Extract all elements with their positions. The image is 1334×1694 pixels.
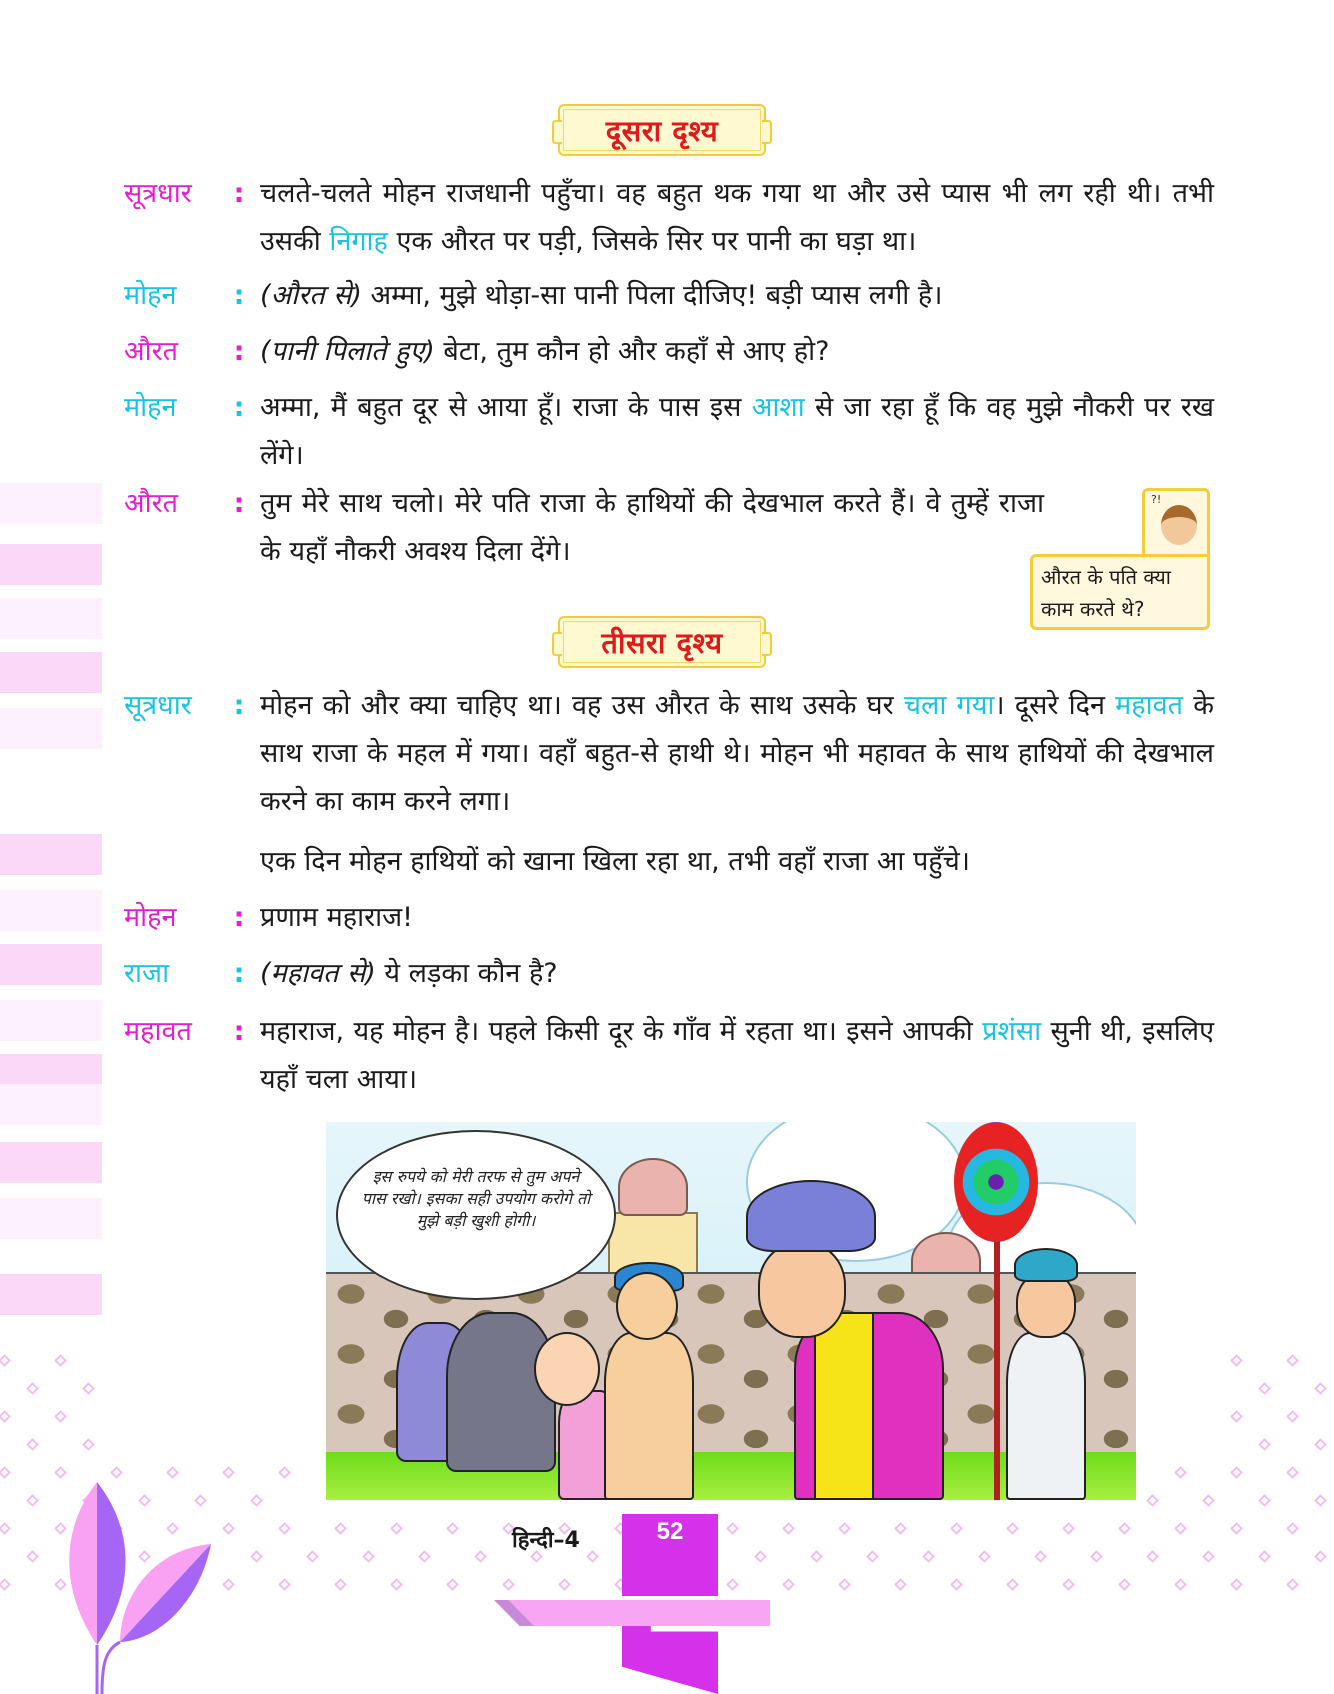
guard-turban — [1014, 1248, 1078, 1282]
speech-text — [260, 1008, 1214, 1104]
text-segment: सुनी थी, इसलिए यहाँ चला आया। — [260, 1016, 1214, 1095]
diamond-dot — [754, 1550, 767, 1563]
diamond-dot — [1314, 1438, 1327, 1451]
boy-head — [1161, 505, 1197, 545]
scene-heading-3: तीसरा दृश्य — [558, 616, 766, 668]
text-segment: । दूसरे दिन — [994, 690, 1116, 721]
colon: : — [233, 336, 245, 367]
stripe — [0, 1084, 102, 1125]
mahout-face — [616, 1272, 678, 1340]
colon: : — [233, 958, 245, 989]
narration-line — [124, 838, 1214, 886]
diamond-dot — [1062, 1522, 1075, 1535]
footer-band — [494, 1600, 770, 1626]
speaker-label: मोहन — [124, 902, 177, 933]
dialogue-line — [124, 170, 1214, 266]
elephant-grey — [446, 1312, 556, 1472]
leaf-plant-icon — [40, 1450, 300, 1694]
diamond-dot — [1006, 1578, 1019, 1591]
diamond-dot — [866, 1550, 879, 1563]
speech-text — [260, 272, 1214, 320]
diamond-dot — [1258, 1438, 1271, 1451]
royal-fan — [954, 1122, 1038, 1242]
stripe — [0, 1274, 102, 1315]
diamond-dot — [1062, 1578, 1075, 1591]
diamond-dot — [26, 1438, 39, 1451]
diamond-dot — [810, 1550, 823, 1563]
diamond-dot — [894, 1578, 907, 1591]
diamond-dot — [1286, 1354, 1299, 1367]
stripe — [0, 944, 102, 985]
speaker-label: राजा — [124, 958, 170, 989]
speaker-label: औरत — [124, 336, 179, 367]
diamond-dot — [446, 1578, 459, 1591]
diamond-dot — [1258, 1382, 1271, 1395]
diamond-dot — [1090, 1550, 1103, 1563]
stripe — [0, 1142, 102, 1183]
highlighted-word: प्रशंसा — [982, 1016, 1042, 1047]
diamond-dot — [950, 1578, 963, 1591]
diamond-dot — [390, 1578, 403, 1591]
diamond-dot — [334, 1522, 347, 1535]
diamond-dot — [26, 1550, 39, 1563]
colon: : — [233, 178, 245, 209]
diamond-dot — [0, 1354, 11, 1367]
colon: : — [233, 392, 245, 423]
text-segment: मोहन को और क्या चाहिए था। वह उस औरत के साथ उसके घर — [260, 690, 904, 721]
text-segment: अम्मा, मुझे थोड़ा-सा पानी पिला दीजिए! बड़ी प्यास लगी है। — [361, 280, 943, 311]
diamond-dot — [1230, 1578, 1243, 1591]
dialogue-line — [124, 1008, 1214, 1104]
dialogue-line — [124, 894, 1214, 942]
diamond-dot — [418, 1550, 431, 1563]
highlighted-word: महावत — [1115, 690, 1184, 721]
diamond-dot — [1286, 1578, 1299, 1591]
speech-text: तुम मेरे साथ चलो। मेरे पति राजा के हाथियों की देखभाल करते हैं। वे तुम्हें राजा के यहाँ नौकरी अवश्य दिला देंगे। — [260, 488, 1044, 567]
stripe — [0, 483, 102, 524]
diamond-dot — [54, 1354, 67, 1367]
page-number-box-lower — [622, 1626, 718, 1694]
stage-direction: (महावत से) — [260, 958, 376, 989]
highlighted-word: आशा — [751, 392, 805, 423]
diamond-dot — [1230, 1522, 1243, 1535]
diamond-dot — [838, 1578, 851, 1591]
diamond-dot — [54, 1410, 67, 1423]
raja-face — [758, 1242, 846, 1338]
diamond-dot — [978, 1550, 991, 1563]
diamond-dot — [1286, 1466, 1299, 1479]
text-segment: से जा रहा हूँ कि वह मुझे नौकरी पर रख लेंगे। — [260, 392, 1214, 471]
diamond-dot — [0, 1410, 11, 1423]
dialogue-line — [124, 272, 1214, 320]
diamond-dot — [782, 1522, 795, 1535]
colon: : — [233, 280, 245, 311]
diamond-dot — [950, 1522, 963, 1535]
diamond-dot — [1034, 1550, 1047, 1563]
colon: : — [233, 690, 245, 721]
diamond-dot — [1006, 1522, 1019, 1535]
speech-text — [260, 170, 1214, 266]
stripe — [0, 1000, 102, 1041]
diamond-dot — [1314, 1550, 1327, 1563]
diamond-dot — [26, 1494, 39, 1507]
diamond-dot — [1202, 1550, 1215, 1563]
diamond-dot — [726, 1522, 739, 1535]
diamond-dot — [0, 1522, 11, 1535]
raja-turban — [746, 1180, 876, 1252]
stripe — [0, 708, 102, 749]
diamond-dot — [558, 1578, 571, 1591]
diamond-dot — [1118, 1578, 1131, 1591]
speaker-label: औरत — [124, 488, 179, 519]
diamond-dot — [1314, 1382, 1327, 1395]
speech-bubble: इस रुपये को मेरी तरफ से तुम अपने पास रखो। इसका सही उपयोग करोगे तो मुझे बड़ी खुशी होगी। — [336, 1130, 616, 1300]
diamond-dot — [1286, 1522, 1299, 1535]
diamond-dot — [1286, 1410, 1299, 1423]
diamond-dot — [1174, 1522, 1187, 1535]
diamond-dot — [0, 1466, 11, 1479]
dialogue-line — [124, 950, 1214, 998]
diamond-dot — [726, 1578, 739, 1591]
speech-text: प्रणाम महाराज! — [260, 902, 413, 933]
diamond-dot — [474, 1550, 487, 1563]
stage-direction: (पानी पिलाते हुए) — [260, 336, 435, 367]
diamond-dot — [82, 1382, 95, 1395]
highlighted-word: चला गया — [903, 690, 995, 721]
speaker-label: मोहन — [124, 280, 177, 311]
dialogue-line — [124, 384, 1214, 480]
palace-dome — [618, 1158, 688, 1216]
diamond-dot — [1174, 1578, 1187, 1591]
diamond-dot — [1146, 1494, 1159, 1507]
raja-scarf — [814, 1312, 874, 1500]
guard — [1006, 1332, 1086, 1500]
colon: : — [233, 902, 245, 933]
mohan-face — [534, 1332, 600, 1406]
book-title: हिन्दी–4 — [512, 1528, 580, 1553]
text-segment: बेटा, तुम कौन हो और कहाँ से आए हो? — [434, 336, 830, 367]
diamond-dot — [1230, 1354, 1243, 1367]
colon: : — [233, 1016, 245, 1047]
diamond-dot — [1146, 1550, 1159, 1563]
story-illustration — [326, 1122, 1136, 1500]
diamond-dot — [1258, 1550, 1271, 1563]
speaker-label: सूत्रधार — [124, 178, 192, 209]
speech-text — [260, 950, 1214, 998]
think-question-box — [1030, 488, 1210, 630]
text-segment: के साथ राजा के महल में गया। वहाँ बहुत-से हाथी थे। मोहन भी महावत के साथ हाथियों की देखभाल करने का काम करने लगा। — [260, 690, 1214, 817]
text-segment: एक औरत पर पड़ी, जिसके सिर पर पानी का घड़ा था। — [387, 226, 917, 257]
diamond-dot — [390, 1522, 403, 1535]
dialogue-line — [124, 328, 1214, 376]
thinking-boy-icon — [1142, 488, 1210, 558]
diamond-dot — [306, 1550, 319, 1563]
diamond-dot — [502, 1578, 515, 1591]
diamond-dot — [26, 1382, 39, 1395]
stripe — [0, 598, 102, 639]
think-question-text: औरत के पति क्या काम करते थे? — [1030, 554, 1210, 630]
scene-heading-2: दूसरा दृश्य — [558, 104, 766, 156]
stage-direction: (औरत से) — [260, 280, 362, 311]
text-segment: चलते-चलते मोहन राजधानी पहुँचा। वह बहुत थक गया था और उसे प्यास भी लग रही थी। तभी उसकी — [260, 178, 1214, 257]
text-segment: अम्मा, मैं बहुत दूर से आया हूँ। राजा के पास इस — [260, 392, 752, 423]
highlighted-word: निगाह — [329, 226, 388, 257]
page-number: 52 — [656, 1518, 684, 1545]
speaker-label: सूत्रधार — [124, 690, 192, 721]
diamond-dot — [1174, 1466, 1187, 1479]
stripe — [0, 544, 102, 585]
diamond-dot — [334, 1578, 347, 1591]
diamond-dot — [1230, 1410, 1243, 1423]
diamond-dot — [586, 1550, 599, 1563]
speaker-label: मोहन — [124, 392, 177, 423]
colon: : — [233, 488, 245, 519]
diamond-dot — [894, 1522, 907, 1535]
diamond-dot — [782, 1578, 795, 1591]
dialogue-line — [124, 682, 1214, 826]
mahout-man — [604, 1332, 694, 1500]
text-segment: महाराज, यह मोहन है। पहले किसी दूर के गाँव में रहता था। इसने आपकी — [260, 1016, 983, 1047]
stripe — [0, 834, 102, 875]
diamond-dot — [1314, 1494, 1327, 1507]
stripe — [0, 890, 102, 931]
speech-text: एक दिन मोहन हाथियों को खाना खिला रहा था, तभी वहाँ राजा आ पहुँचे। — [260, 846, 971, 877]
diamond-dot — [1258, 1494, 1271, 1507]
speech-text — [260, 682, 1214, 826]
diamond-dot — [82, 1438, 95, 1451]
speaker-label: महावत — [124, 1016, 192, 1047]
question-marks: ?! — [1151, 493, 1162, 506]
diamond-dot — [362, 1550, 375, 1563]
stripe — [0, 1198, 102, 1239]
diamond-dot — [838, 1522, 851, 1535]
diamond-dot — [922, 1550, 935, 1563]
speech-text — [260, 328, 1214, 376]
royal-fan-pole — [994, 1202, 1000, 1500]
diamond-dot — [0, 1578, 11, 1591]
stripe — [0, 652, 102, 693]
dialogue-line — [124, 480, 1044, 576]
diamond-dot — [1118, 1522, 1131, 1535]
diamond-dot — [1230, 1466, 1243, 1479]
diamond-dot — [1202, 1494, 1215, 1507]
diamond-dot — [446, 1522, 459, 1535]
text-segment: ये लड़का कौन है? — [375, 958, 558, 989]
speech-text — [260, 384, 1214, 480]
